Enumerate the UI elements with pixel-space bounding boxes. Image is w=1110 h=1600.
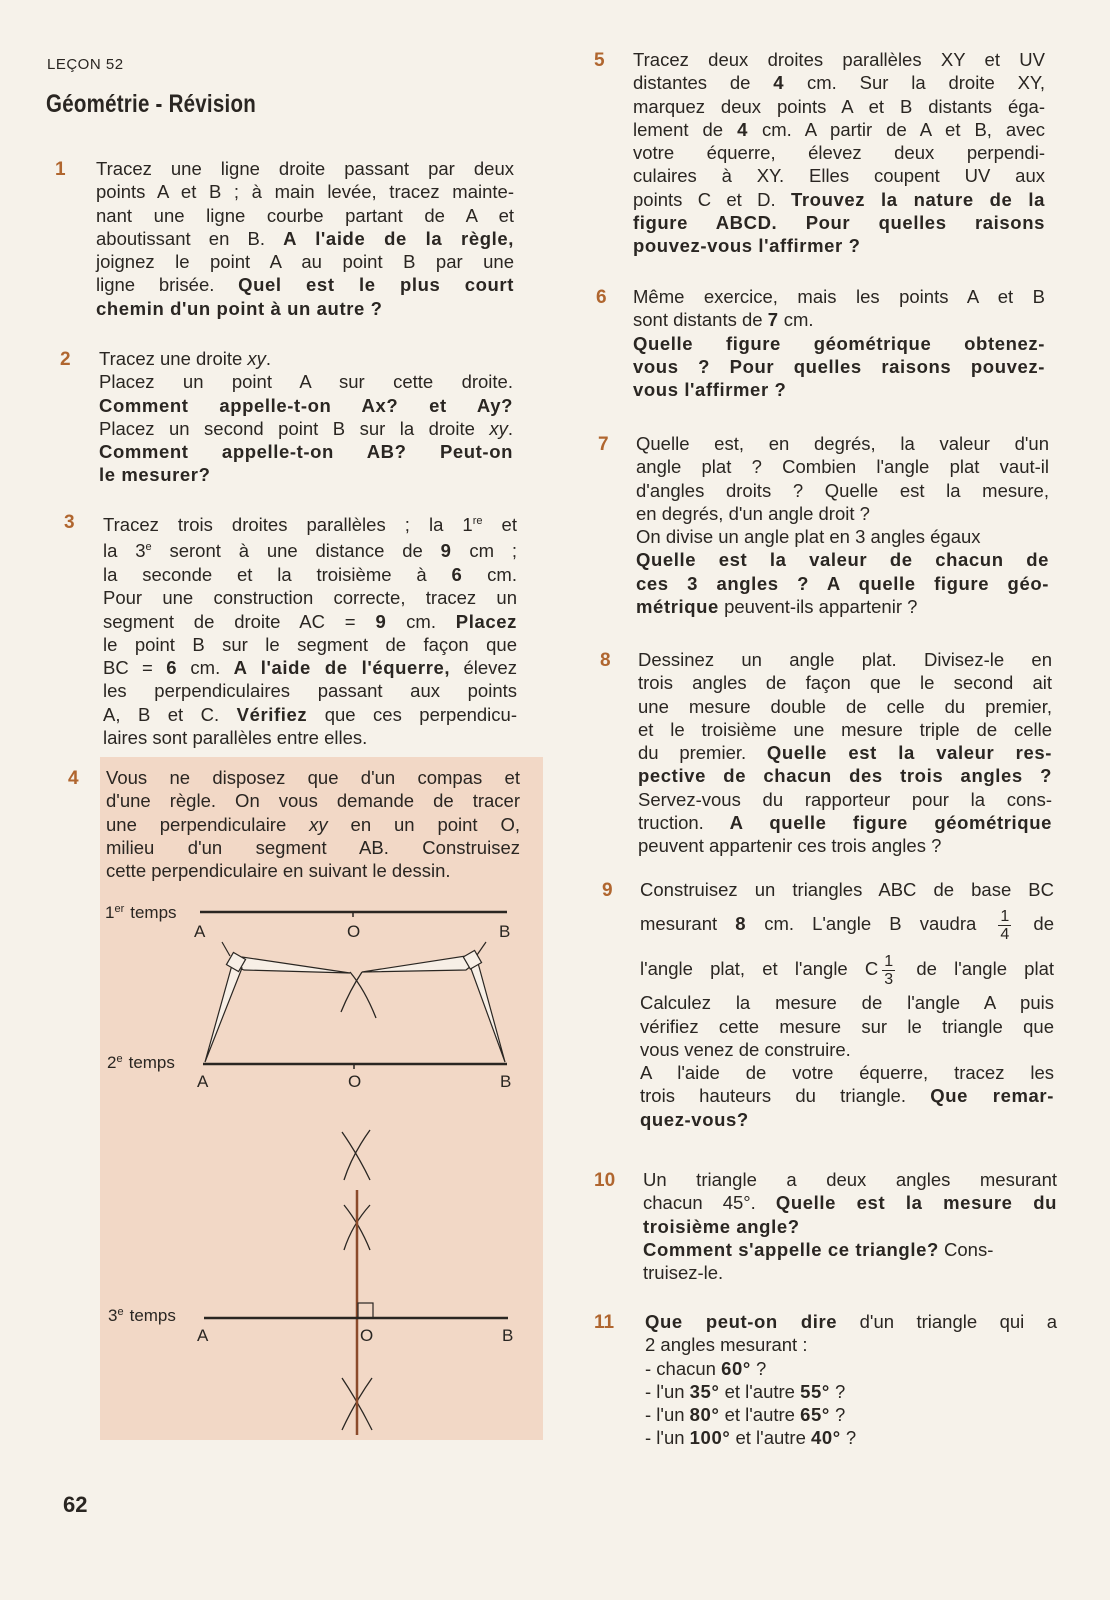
text: sont distants de (633, 309, 768, 331)
bold-text: Comment appelle-t-on Ax? et Ay? (99, 394, 513, 416)
text: trois hauteurs du triangle. (640, 1085, 931, 1107)
text: d'angles droits ? Quelle est la mesure, (636, 479, 1049, 501)
text: angle plat ? Combien l'angle plat vaut-il (636, 456, 1049, 478)
bold-text: Quelle est la valeur de chacun de (636, 549, 1049, 571)
text: cm. A partir de A et B, avec (747, 118, 1045, 140)
text: 2 angles mesurant : (645, 1334, 808, 1356)
bold-text: pouvez-vous l'affirmer ? (633, 235, 861, 257)
bold-text: 9 (440, 540, 452, 562)
text: cm. (462, 563, 517, 585)
step1-label: 1er temps (105, 903, 177, 922)
text: chacun 45°. (643, 1192, 776, 1214)
exercise-number: 1 (55, 159, 66, 180)
page-title: Géométrie - Révision (46, 90, 256, 118)
text: que ces perpendicu- (307, 703, 517, 725)
bold-text: ces 3 angles ? A quelle figure géo- (636, 572, 1049, 594)
text: et l'autre (730, 1427, 812, 1449)
page-number: 62 (63, 1492, 88, 1517)
arc-step1-a (350, 972, 376, 1018)
bold-text: Que peut-on dire (645, 1311, 838, 1332)
text: en degrés, d'un angle droit ? (636, 502, 870, 524)
text: - l'un (645, 1380, 690, 1402)
bold-text: quez-vous? (640, 1108, 749, 1130)
bold-text: vous l'affirmer ? (633, 379, 787, 401)
text: la seconde et la troisième à (103, 563, 452, 585)
text: mesurant (640, 913, 736, 935)
exercise-number: 3 (64, 512, 75, 533)
text: marquez deux points A et B distants éga- (633, 95, 1045, 117)
text: - chacun (645, 1357, 722, 1379)
text: . (507, 417, 513, 439)
bold-text: Quel est le plus court (238, 274, 514, 296)
text: xy (247, 348, 266, 369)
bold-text: 60° (721, 1357, 751, 1379)
text: Tracez une ligne droite passant par deux (96, 158, 514, 179)
text: truisez-le. (643, 1262, 724, 1284)
bold-text: 40° (811, 1427, 841, 1449)
bold-text: A l'aide de la règle, (283, 227, 514, 249)
text: re (472, 515, 483, 527)
exercise-number: 7 (598, 434, 609, 455)
bold-text: 4 (737, 118, 748, 140)
text: segment de droite AC = (103, 610, 376, 632)
text: - l'un (645, 1427, 690, 1449)
text: aboutissant en B. (96, 227, 284, 249)
lesson-label: LEÇON 52 (47, 56, 124, 73)
point-a-label: A (197, 1326, 209, 1345)
text: Tracez deux droites parallèles XY et UV (633, 49, 1045, 70)
bold-text: 80° (689, 1404, 720, 1426)
bold-text: Placez (455, 610, 517, 632)
text: ? (829, 1404, 846, 1426)
text: cm ; (451, 540, 517, 562)
text: et le troisième une mesure triple de celle (638, 718, 1052, 740)
bold-text: troisième angle? (643, 1215, 800, 1237)
text: Servez-vous du rapporteur pour la cons- (638, 788, 1052, 810)
bold-text: 35° (689, 1380, 720, 1402)
text: laires sont parallèles entre elles. (103, 726, 368, 748)
compass-icon (205, 942, 505, 1062)
numerator: 1 (1000, 907, 1010, 925)
denominator: 4 (1000, 925, 1010, 943)
exercise-number: 2 (60, 349, 71, 370)
point-b-label: B (499, 922, 511, 941)
step3-label: 3e temps (108, 1306, 176, 1325)
text: seront à une distance de (151, 540, 441, 562)
text: points C et D. (633, 188, 791, 210)
text: cm. L'angle B vaudra (746, 913, 995, 935)
text: Quelle est, en degrés, la valeur d'un (636, 433, 1049, 454)
exercise-number: 10 (594, 1170, 616, 1191)
point-a-label: A (194, 922, 206, 941)
point-a-label: A (197, 1072, 209, 1091)
exercise-number: 9 (602, 880, 613, 901)
exercise-number: 6 (596, 287, 607, 308)
bold-text: chemin d'un point à un autre ? (96, 297, 383, 319)
text: . (265, 348, 272, 369)
text: du premier. (638, 742, 767, 764)
text: Cons- (938, 1238, 994, 1260)
text: lement de (633, 118, 738, 140)
text: de l'angle plat (899, 958, 1054, 980)
text: Vous ne disposez que d'un compas et (106, 767, 520, 788)
numerator: 1 (884, 952, 894, 970)
text: une mesure double de celle du premier, (638, 695, 1052, 717)
text: milieu d'un segment AB. Construisez (106, 836, 520, 858)
text: xy (309, 813, 328, 835)
text: en un point O, (327, 813, 520, 835)
text: - l'un (645, 1404, 690, 1426)
text: et l'autre (719, 1404, 801, 1426)
text: xy (489, 417, 508, 439)
arc-step1-b (341, 972, 362, 1012)
text: d'un triangle qui a (837, 1311, 1057, 1332)
point-o-label: O (347, 922, 361, 941)
text: points A et B ; à main levée, tracez mainte- (96, 181, 514, 203)
bold-text: vous ? Pour quelles raisons pouvez- (633, 355, 1045, 377)
text: Tracez une droite (99, 348, 248, 369)
bold-text: Vérifiez (236, 703, 308, 725)
text: le point B sur le segment de façon que (103, 633, 517, 655)
bold-text: Quelle est la mesure du (775, 1192, 1057, 1214)
text: ? (840, 1427, 857, 1449)
bold-text: Quelle figure géométrique obtenez- (633, 332, 1045, 354)
right-angle-mark (358, 1303, 373, 1318)
text: Construisez un triangles ABC de base BC (640, 879, 1054, 900)
bold-text: 6 (451, 563, 463, 585)
text: A l'aide de votre équerre, tracez les (640, 1062, 1054, 1084)
point-o-label: O (360, 1326, 374, 1345)
denominator: 3 (884, 970, 894, 988)
text: l'angle plat, et l'angle C (640, 958, 879, 980)
text: d'une règle. On vous demande de tracer (106, 790, 520, 812)
text: truction. (638, 812, 730, 834)
text: élevez (450, 657, 517, 679)
text: A, B et C. (103, 703, 237, 725)
text: trois angles de façon que le second ait (638, 672, 1052, 694)
text: la 3 (103, 540, 146, 562)
text: cm. (386, 610, 456, 632)
bold-text: 9 (375, 610, 387, 632)
exercise-number: 5 (594, 50, 605, 71)
point-b-label: B (500, 1072, 512, 1091)
text: On divise un angle plat en 3 angles égaux (636, 526, 981, 548)
text: vous venez de construire. (640, 1038, 851, 1060)
text: Pour une construction correcte, tracez un (103, 587, 517, 609)
text: cette perpendiculaire en suivant le dessin. (106, 860, 451, 882)
point-o-label: O (348, 1072, 362, 1091)
bold-text: 8 (735, 913, 747, 935)
bold-text: pective de chacun des trois angles ? (638, 765, 1052, 787)
bold-text: Comment appelle-t-on AB? Peut-on (99, 441, 513, 463)
text: Placez un second point B sur la droite (99, 417, 490, 439)
bold-text: 7 (767, 309, 779, 331)
text: ? (829, 1380, 846, 1402)
text: votre équerre, élevez deux perpendi- (633, 142, 1045, 164)
bold-text: 100° (689, 1427, 731, 1449)
bold-text: 65° (800, 1404, 830, 1426)
bold-text: A quelle figure géométrique (729, 812, 1052, 834)
bold-text: figure ABCD. Pour quelles raisons (633, 212, 1045, 234)
bold-text: Quelle est la valeur res- (766, 742, 1053, 764)
text: ? (750, 1357, 767, 1379)
text: culaires à XY. Elles coupent UV aux (633, 165, 1045, 187)
bold-text: 55° (800, 1380, 830, 1402)
text: vérifiez cette mesure sur le triangle que (640, 1015, 1054, 1037)
bold-text: 4 (773, 72, 785, 94)
text: les perpendiculaires passant aux points (103, 680, 517, 702)
text: Dessinez un angle plat. Divisez-le en (638, 649, 1052, 670)
text: de (1015, 913, 1054, 935)
text: joignez le point A au point B par une (96, 251, 514, 273)
bold-text: Trouvez la nature de la (790, 188, 1045, 210)
text: Un triangle a deux angles mesurant (643, 1169, 1057, 1190)
text: cm. (177, 657, 234, 679)
text: Tracez trois droites parallèles ; la 1 (103, 514, 473, 536)
text: Calculez la mesure de l'angle A puis (640, 992, 1054, 1014)
exercise-number: 4 (68, 768, 79, 789)
bold-text: le mesurer? (99, 464, 211, 486)
text: peuvent appartenir ces trois angles ? (638, 835, 942, 857)
text: BC = (103, 657, 167, 679)
bold-text: Que remar- (930, 1085, 1054, 1107)
bold-text: métrique (636, 596, 719, 618)
point-b-label: B (502, 1326, 514, 1345)
bold-text: A l'aide de l'équerre, (233, 657, 451, 679)
text: nant une ligne courbe partant de A et (96, 204, 514, 226)
exercise-number: 11 (594, 1312, 615, 1333)
text: ligne brisée. (96, 274, 239, 296)
bold-text: 6 (166, 657, 178, 679)
text: Placez un point A sur cette droite. (99, 371, 513, 393)
text: cm. Sur la droite XY, (784, 72, 1045, 94)
text: cm. (778, 309, 814, 331)
bold-text: Comment s'appelle ce triangle? (643, 1238, 939, 1260)
text: peuvent-ils appartenir ? (718, 596, 918, 618)
text: une perpendiculaire (106, 813, 310, 835)
text: et (482, 514, 517, 536)
text: distantes de (633, 72, 774, 94)
text: Même exercice, mais les points A et B (633, 286, 1045, 307)
text: et l'autre (719, 1380, 801, 1402)
text: e (145, 541, 152, 554)
exercise-number: 8 (600, 650, 611, 671)
step2-label: 2e temps (107, 1053, 175, 1072)
